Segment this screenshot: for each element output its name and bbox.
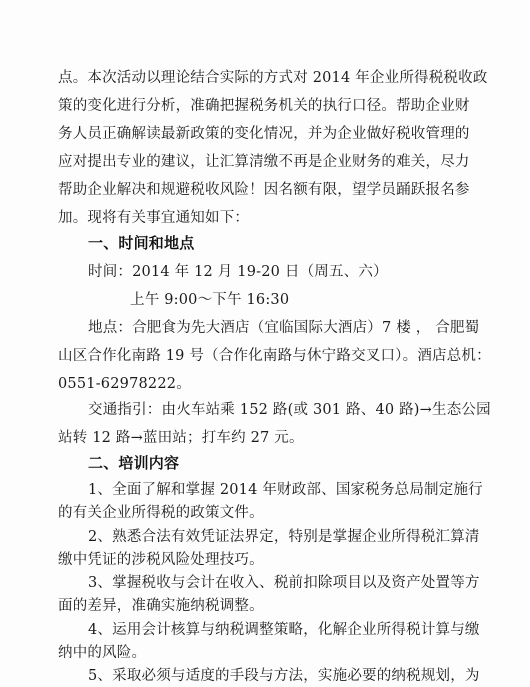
intro-line: 策的变化进行分析，准确把握税务机关的执行口径。帮助企业财 (58, 98, 470, 114)
intro-line: 点。本次活动以理论结合实际的方式对 2014 年企业所得税税收政 (58, 70, 488, 86)
training-item-line: 面的差异，准确实施纳税调整。 (58, 598, 264, 614)
transport-line: 交通指引：由火车站乘 152 路(或 301 路、40 路)→生态公园 (88, 402, 491, 418)
location-line: 山区合作化南路 19 号（合作化南路与休宁路交叉口）。酒店总机： (58, 348, 491, 364)
location-line: 0551-62978222。 (58, 376, 191, 392)
intro-line: 务人员正确解读最新政策的变化情况，并为企业做好税收管理的 (58, 126, 470, 142)
intro-line: 加。现将有关事宜通知如下： (58, 210, 250, 226)
training-item-line: 4、运用会计核算与纳税调整策略，化解企业所得税计算与缴 (88, 622, 480, 638)
section-heading-training-content: 二、培训内容 (88, 454, 180, 472)
location-line: 地点：合肥食为先大酒店（宜临国际大酒店）7 楼 ， 合肥蜀 (88, 320, 480, 336)
training-item-line: 纳中的风险。 (58, 645, 147, 661)
training-item-line: 5、采取必须与适度的手段与方法，实施必要的纳税规划，为 (88, 668, 480, 684)
training-item-line: 1、全面了解和掌握 2014 年财政部、国家税务总局制定施行 (88, 482, 483, 498)
training-item-line: 缴中凭证的涉税风险处理技巧。 (58, 552, 264, 568)
intro-line: 帮助企业解决和规避税收风险！因名额有限，望学员踊跃报名参 (58, 182, 470, 198)
training-item-line: 2、熟悉合法有效凭证法界定，特别是掌握企业所得税汇算清 (88, 529, 480, 545)
time-line: 时间：2014 年 12 月 19-20 日（周五、六） (88, 264, 388, 280)
hours-line: 上午 9:00～下午 16:30 (130, 292, 290, 308)
training-item-line: 的有关企业所得税的政策文件。 (58, 505, 264, 521)
intro-line: 应对提出专业的建议，让汇算清缴不再是企业财务的难关，尽力 (58, 154, 470, 170)
training-item-line: 3、掌握税收与会计在收入、税前扣除项目以及资产处置等方 (88, 575, 480, 591)
section-heading-time-location: 一、时间和地点 (88, 234, 195, 252)
transport-line: 站转 12 路→蓝田站；打车约 27 元。 (58, 430, 304, 446)
